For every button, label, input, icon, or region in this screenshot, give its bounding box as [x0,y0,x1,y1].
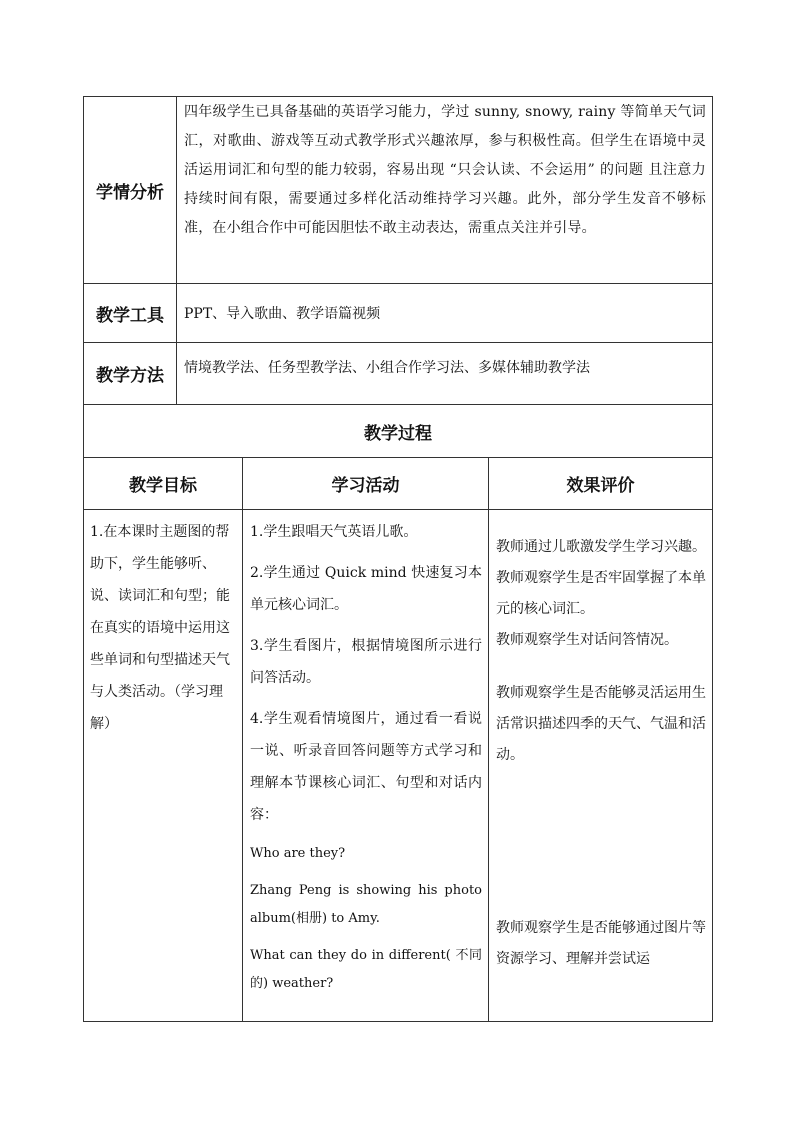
student-analysis-row [84,97,713,284]
teaching-tools-label: 教学工具 [84,284,177,343]
activities-cell [243,510,489,1022]
header-activities: 学习活动 [243,458,489,510]
activity-question: What can they do in different( 不同的) weather? [250,948,482,991]
activity-item: 2.学生通过 Quick mind 快速复习本单元核心词汇。 [250,565,482,613]
evaluation-item: 教师通过儿歌激发学生学习兴趣。 [496,539,706,555]
activity-item: 3.学生看图片，根据情境图所示进行问答活动。 [250,638,482,686]
process-title: 教学过程 [84,405,713,458]
teaching-methods-row [84,343,713,405]
evaluation-item: 教师观察学生是否能够灵活运用生活常识描述四季的天气、气温和活动。 [496,685,706,763]
teaching-methods-label: 教学方法 [84,343,177,405]
student-analysis-cell [177,97,713,284]
teaching-tools-text: PPT、导入歌曲、教学语篇视频 [177,284,713,343]
process-title-row [84,405,713,458]
student-analysis-label: 学情分析 [84,97,177,284]
objective-cell [84,510,243,1022]
process-body-row [84,510,713,1022]
objective-text: 1.在本课时主题图的帮助下，学生能够听、说、读词汇和句型；能在真实的语境中运用这些单词和句型描述天气与人类活动。（学习理解） [90,524,230,732]
teaching-methods-text: 情境教学法、任务型教学法、小组合作学习法、多媒体辅助教学法 [177,343,713,405]
activity-item: 4.学生观看情境图片，通过看一看说一说、听录音回答问题等方式学习和理解本节课核心词汇、句型和对话内容： [250,711,482,823]
evaluation-item: 教师观察学生是否能够通过图片等资源学习、理解并尝试运 [496,920,706,967]
lesson-plan-page [83,96,712,1022]
info-table [83,96,713,405]
header-evaluation: 效果评价 [489,458,713,510]
header-objective: 教学目标 [84,458,243,510]
evaluation-cell [489,510,713,1022]
process-header-row [84,458,713,510]
evaluation-item: 教师观察学生是否牢固掌握了本单元的核心词汇。 [496,570,706,617]
activity-question: Who are they? [250,846,346,861]
process-table [83,404,713,1022]
activity-item: 1.学生跟唱天气英语儿歌。 [250,524,418,540]
student-analysis-text: 四年级学生已具备基础的英语学习能力，学过 sunny, snowy, rainy 等简单天气词汇，对歌曲、游戏等互动式教学形式兴趣浓厚，参与积极性高。但学生在语境中灵活运用词汇和句型的能力较弱，容易出现 “只会认读、不会运用” 的问题 且注意力持续时间有限，需要通过多样化活动维持学习兴趣。此外，部分学生发音不够标准，在小组合作中可能因胆怯不敢主动表达，需重点关注并引导。 [184,104,706,236]
teaching-tools-row [84,284,713,343]
activity-sentence: Zhang Peng is showing his photo album(相册) to Amy. [250,883,482,926]
evaluation-item: 教师观察学生对话问答情况。 [496,632,678,648]
